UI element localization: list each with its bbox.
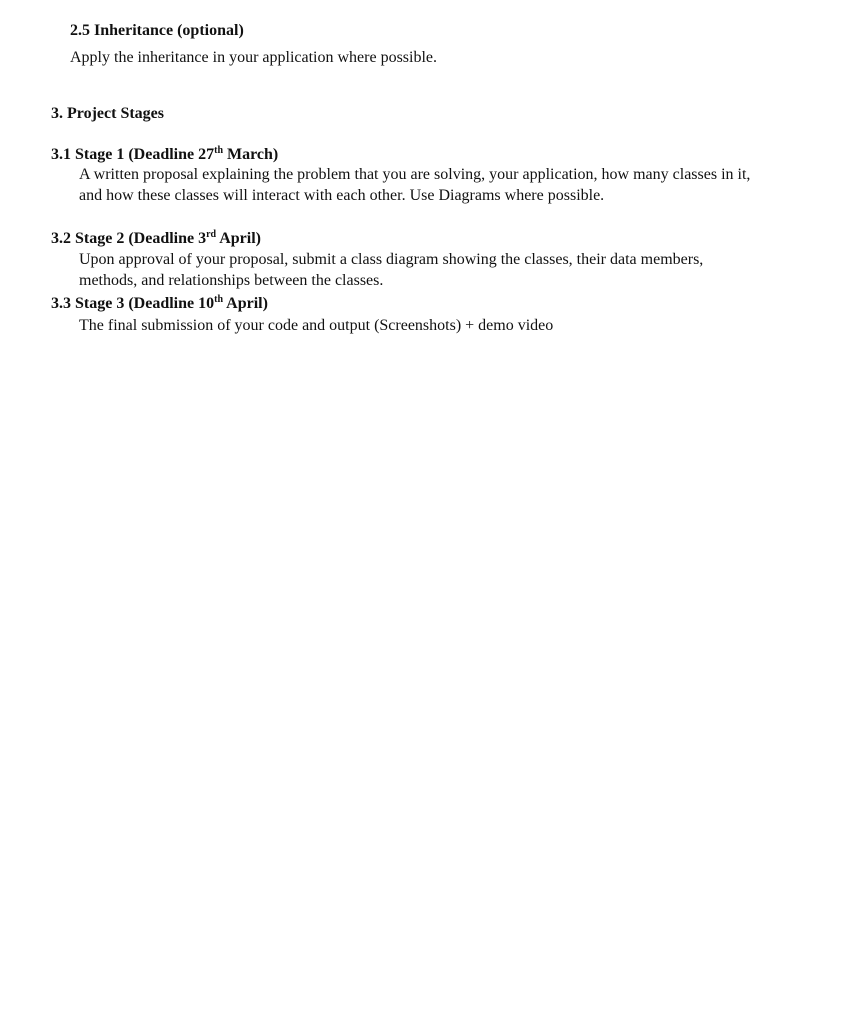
stage-1-heading-suffix: March) (223, 146, 279, 163)
section-3-heading (51, 104, 164, 124)
stage-3-heading (51, 294, 268, 314)
stage-2-body-line-2 (79, 271, 383, 291)
stage-3-body-line-1 (79, 316, 553, 336)
stage-3-body-line-1-text: The final submission of your code and output (Screenshots) + demo video (79, 317, 554, 334)
stage-2-heading-superscript: rd (206, 229, 217, 240)
section-2-5-body (70, 48, 437, 68)
stage-2-heading (51, 229, 261, 249)
stage-2-body-line-2-text: methods, and relationships between the classes. (79, 272, 384, 289)
stage-3-heading-superscript: th (214, 294, 224, 305)
stage-2-heading-suffix: April) (216, 230, 261, 247)
stage-2-body-line-1 (79, 250, 703, 270)
stage-2-body-line-1-text: Upon approval of your proposal, submit a class diagram showing the classes, their data members, (79, 251, 704, 268)
section-2-5-heading (70, 21, 244, 41)
stage-1-body-line-2 (79, 186, 604, 206)
stage-3-heading-prefix: 3.3 Stage 3 (Deadline 10 (51, 295, 215, 312)
stage-1-heading-prefix: 3.1 Stage 1 (Deadline 27 (51, 146, 215, 163)
stage-1-body-line-1-text: A written proposal explaining the problem that you are solving, your application, how many classes in it, (79, 166, 751, 183)
section-3-heading-text: 3. Project Stages (51, 105, 164, 122)
stage-1-heading (51, 145, 278, 165)
section-2-5-heading-text: 2.5 Inheritance (optional) (70, 22, 244, 39)
stage-2-heading-prefix: 3.2 Stage 2 (Deadline 3 (51, 230, 207, 247)
stage-1-heading-superscript: th (214, 145, 224, 156)
stage-3-heading-suffix: April) (223, 295, 268, 312)
section-2-5-body-text: Apply the inheritance in your application where possible. (70, 49, 438, 66)
stage-1-body-line-1 (79, 165, 750, 185)
stage-1-body-line-2-text: and how these classes will interact with each other. Use Diagrams where possible. (79, 187, 605, 204)
